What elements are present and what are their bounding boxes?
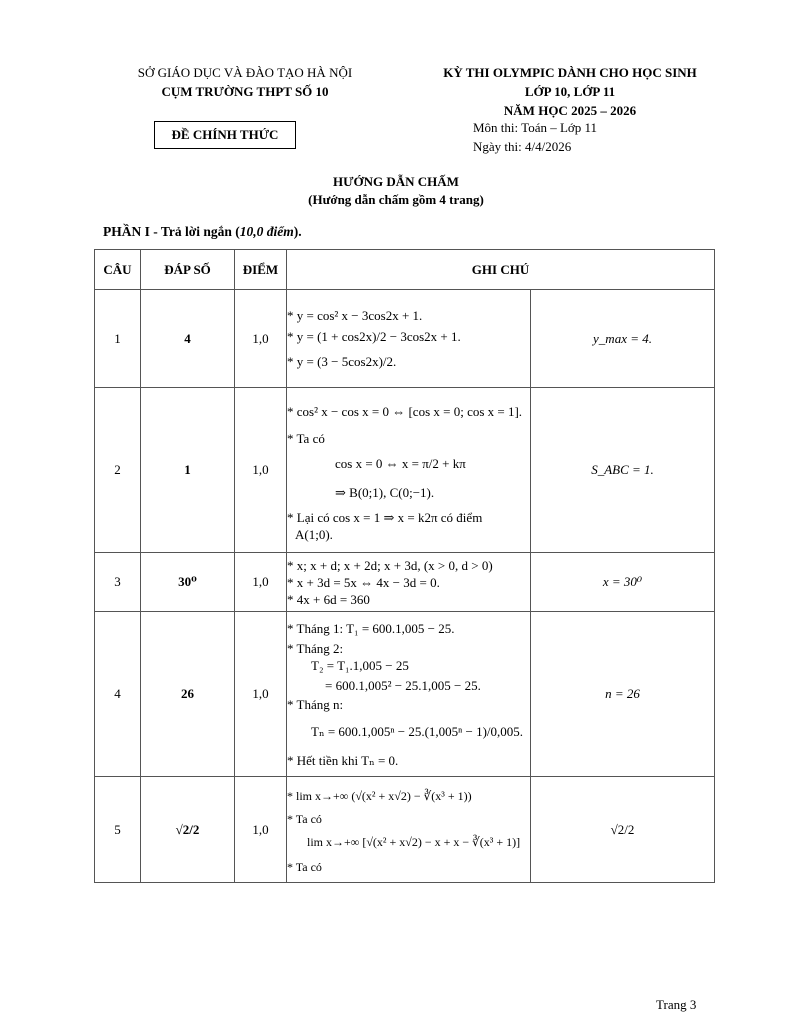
result-value: x = 30⁰	[531, 553, 715, 612]
table-header-row	[95, 250, 715, 290]
result-value: S_ABC = 1.	[531, 388, 715, 553]
grades: LỚP 10, LỚP 11	[524, 84, 616, 99]
part-end: ).	[293, 224, 302, 239]
question-number: 5	[95, 777, 141, 883]
answer-value: √2/2	[141, 777, 235, 883]
col-header-points: ĐIỂM	[235, 250, 287, 290]
note-line: * x + 3d = 5x ⇔ 4x − 3d = 0.	[287, 574, 440, 590]
note-line: * Ta có	[287, 811, 322, 826]
note-line: * Hết tiền khi Tₙ = 0.	[287, 752, 399, 768]
page-number: Trang 3	[656, 997, 697, 1012]
note-line: A(1;0).	[295, 527, 333, 542]
notes-cell	[287, 777, 531, 883]
table-row	[95, 777, 715, 883]
question-number: 3	[95, 553, 141, 612]
note-line: * y = (1 + cos2x)/2 − 3cos2x + 1.	[287, 329, 461, 344]
note-line: * 4x + 6d = 360	[287, 591, 370, 607]
answer-value: 26	[141, 612, 235, 777]
cluster-name: CỤM TRƯỜNG THPT SỐ 10	[161, 84, 329, 99]
part-points: 10,0 điểm	[239, 224, 294, 239]
note-line: * cos² x − cos x = 0 ⇔ [cos x = 0; cos x = 1].	[287, 404, 523, 419]
note-line: * y = (3 − 5cos2x)/2.	[287, 354, 397, 369]
note-line: * y = cos² x − 3cos2x + 1.	[287, 308, 423, 323]
answer-value: 1	[141, 388, 235, 553]
question-number: 4	[95, 612, 141, 777]
points-value: 1,0	[235, 388, 287, 553]
note-line: T₂ = T₁.1,005 − 25	[311, 657, 409, 673]
part-label: PHẦN I - Trả lời ngắn (	[103, 224, 240, 239]
answer-value: 4	[141, 290, 235, 388]
school-year: NĂM HỌC 2025 – 2026	[503, 103, 637, 118]
notes-cell	[287, 612, 531, 777]
note-line: Tₙ = 600.1,005ⁿ − 25.(1,005ⁿ − 1)/0,005.	[311, 723, 524, 739]
points-value: 1,0	[235, 777, 287, 883]
result-value: n = 26	[531, 612, 715, 777]
note-line: * Tháng 2:	[287, 640, 344, 656]
note-line: * Tháng n:	[287, 696, 344, 712]
result-value: √2/2	[531, 777, 715, 883]
note-line: * Lại có cos x = 1 ⇒ x = k2π có điểm	[287, 510, 483, 525]
note-line: cos x = 0 ⇔ x = π/2 + kπ	[335, 456, 466, 471]
exam-meta	[473, 118, 597, 156]
question-number: 1	[95, 290, 141, 388]
result-value: y_max = 4.	[531, 290, 715, 388]
title-main: HƯỚNG DẪN CHẤM	[333, 174, 459, 189]
note-line: * x; x + d; x + 2d; x + 3d, (x > 0, d > 0)	[287, 557, 493, 573]
table-row	[95, 612, 715, 777]
points-value: 1,0	[235, 612, 287, 777]
note-line: = 600.1,005² − 25.1,005 − 25.	[325, 677, 481, 693]
note-line: lim x→+∞ [√(x² + x√2) − x + x − ∛(x³ + 1)]	[307, 834, 521, 849]
table-row	[95, 388, 715, 553]
header-right	[420, 63, 720, 120]
table-row	[95, 290, 715, 388]
part-heading	[103, 224, 302, 240]
note-line: * lim x→+∞ (√(x² + x√2) − ∛(x³ + 1))	[287, 788, 472, 803]
question-number: 2	[95, 388, 141, 553]
points-value: 1,0	[235, 290, 287, 388]
exam-date: Ngày thi: 4/4/2026	[473, 139, 572, 154]
official-exam-badge: ĐỀ CHÍNH THỨC	[154, 121, 296, 149]
note-line: ⇒ B(0;1), C(0;−1).	[335, 485, 435, 500]
note-line: * Ta có	[287, 859, 322, 874]
notes-cell	[287, 553, 531, 612]
department-name: SỞ GIÁO DỤC VÀ ĐÀO TẠO HÀ NỘI	[137, 65, 353, 80]
col-header-answer: ĐÁP SỐ	[141, 250, 235, 290]
exam-title: KỲ THI OLYMPIC DÀNH CHO HỌC SINH	[443, 65, 697, 80]
note-line: * Ta có	[287, 431, 325, 446]
exam-subject: Môn thi: Toán – Lớp 11	[473, 120, 598, 135]
col-header-question: CÂU	[95, 250, 141, 290]
document-title	[0, 173, 792, 209]
col-header-notes: GHI CHÚ	[287, 250, 715, 290]
header-left	[110, 63, 380, 101]
answer-table	[94, 249, 715, 883]
notes-cell	[287, 388, 531, 553]
title-sub: (Hướng dẫn chấm gồm 4 trang)	[308, 192, 484, 207]
note-line: * Tháng 1: T₁ = 600.1,005 − 25.	[287, 620, 455, 636]
table-row	[95, 553, 715, 612]
points-value: 1,0	[235, 553, 287, 612]
answer-value: 30⁰	[141, 553, 235, 612]
notes-cell	[287, 290, 531, 388]
